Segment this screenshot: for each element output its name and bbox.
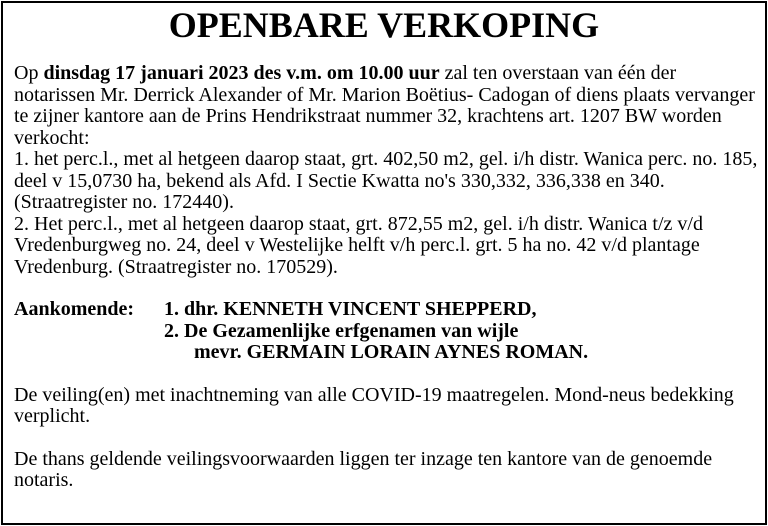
parcel-1: 1. het perc.l., met al hetgeen daarop staat, grt. 402,50 m2, gel. i/h distr. Wanica perc. no. 185, deel v 15,0730 ha, bekend als Afd. I Sectie Kwatta no's 330,332, 336,338 en 340. (Straatregister no. 172440). [14, 148, 758, 213]
auction-notice [1, 1, 767, 525]
spacer [14, 364, 759, 385]
conditions-notice: De thans geldende veilingsvoorwaarden liggen ter inzage ten kantore van de genoemde notaris. [14, 447, 713, 491]
notice-title: OPENBARE VERKOPING [168, 5, 600, 45]
notice-body [14, 63, 759, 492]
intro-paragraph [14, 63, 759, 149]
covid-notice: De veiling(en) met inachtneming van alle COVID-19 maatregelen. Mond-neus bedekking verplicht. [14, 383, 734, 427]
heir-1: 1. dhr. KENNETH VINCENT SHEPPERD, [164, 298, 537, 320]
heir-2: 2. De Gezamenlijke erfgenamen van wijle [164, 319, 519, 342]
heirs-list [164, 299, 759, 364]
parcel-2: 2. Het perc.l., met al hetgeen daarop staat, grt. 872,55 m2, gel. i/h distr. Wanica t/z v/d Vredenburgweg no. 24, deel v Westelijke helft v/h perc.l. grt. 5 ha no. 42 v/d plantage Vredenburg. (Straatregister no. 170529). [14, 212, 703, 278]
intro-text: zal ten overstaan van één der notarissen Mr. Derrick Alexander of Mr. Marion Boëtius- Cadogan of diens plaats vervanger te zijner kantore aan de Prins Hendrikstraat nummer 32, krachtens art. 1207 BW worden verkocht: [14, 62, 755, 149]
spacer [14, 278, 759, 299]
heirs-label: Aankomende: [14, 298, 135, 320]
intro-prefix: Op [14, 62, 44, 84]
auction-date-time: dinsdag 17 januari 2023 des v.m. om 10.00 uur [43, 62, 440, 84]
heirs-block [14, 299, 759, 364]
spacer [14, 428, 759, 449]
heir-2-continuation: mevr. GERMAIN LORAIN AYNES ROMAN. [194, 341, 589, 363]
